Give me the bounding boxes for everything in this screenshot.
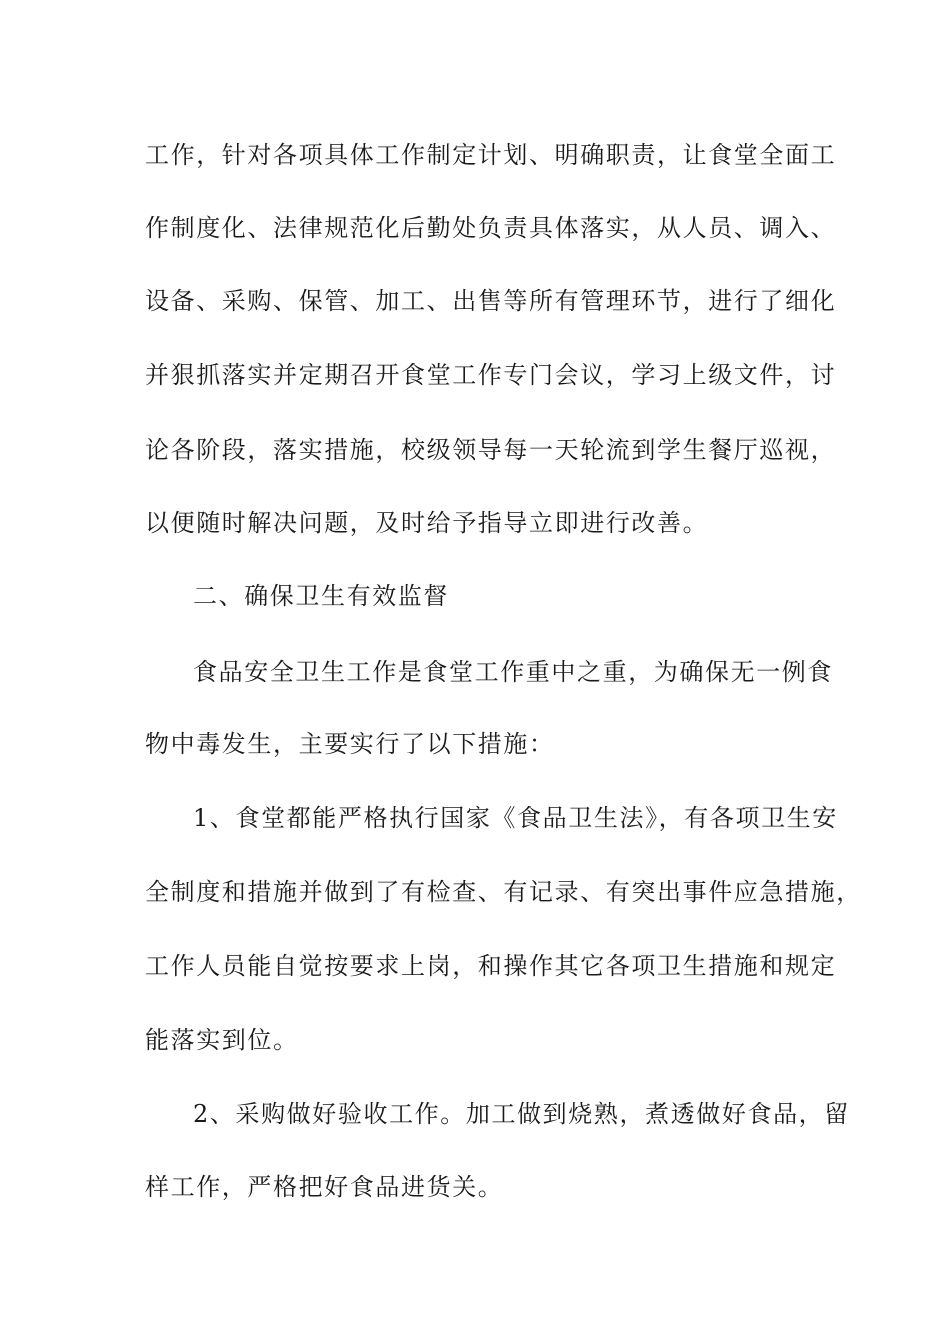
- list-item-line: 1、食堂都能严格执行国家《食品卫生法》，有各项卫生安: [193, 804, 838, 832]
- list-item-line: 能落实到位。: [145, 1026, 299, 1054]
- paragraph-line: 作制度化、法律规范化后勤处负责具体落实，从人员、调入、: [145, 214, 837, 242]
- paragraph-line: 并狠抓落实并定期召开食堂工作专门会议，学习上级文件，讨: [145, 361, 837, 389]
- paragraph-line: 物中毒发生，主要实行了以下措施：: [145, 730, 555, 758]
- list-item-line: 样工作，严格把好食品进货关。: [145, 1173, 504, 1201]
- paragraph-line: 论各阶段，落实措施，校级领导每一天轮流到学生餐厅巡视，: [145, 436, 837, 464]
- section-heading: 二、确保卫生有效监督: [193, 582, 449, 610]
- list-item-line: 2、采购做好验收工作。加工做到烧熟，煮透做好食品，留: [193, 1100, 850, 1128]
- paragraph-line: 以便随时解决问题，及时给予指导立即进行改善。: [145, 509, 709, 537]
- list-item-line: 全制度和措施并做到了有检查、有记录、有突出事件应急措施，: [145, 878, 862, 906]
- list-item-line: 工作人员能自觉按要求上岗，和操作其它各项卫生措施和规定: [145, 952, 837, 980]
- paragraph-line: 设备、采购、保管、加工、出售等所有管理环节，进行了细化: [145, 287, 837, 315]
- paragraph-line: 食品安全卫生工作是食堂工作重中之重，为确保无一例食: [193, 658, 833, 686]
- paragraph-line: 工作，针对各项具体工作制定计划、明确职责，让食堂全面工: [145, 141, 837, 169]
